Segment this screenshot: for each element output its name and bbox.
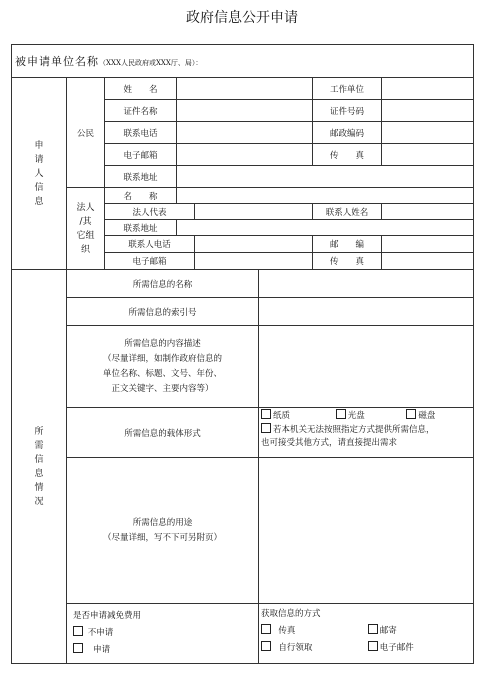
info-desc-label: 所需信息的内容描述 （尽量详细，如制作政府信息的 单位名称、标题、文号、年份、 正文关键字、主要内容等） (67, 326, 259, 408)
info-name-label: 所需信息的名称 (67, 270, 259, 298)
legal-rep-field[interactable] (195, 204, 313, 220)
citizen-id-type-label: 证件名称 (105, 100, 177, 122)
purpose-field[interactable] (259, 458, 474, 604)
legal-email-field[interactable] (195, 252, 312, 269)
checkbox-icon[interactable] (73, 643, 83, 653)
legal-address-field[interactable] (177, 220, 474, 236)
citizen-postcode-label: 邮政编码 (313, 122, 382, 144)
checkbox-icon[interactable] (368, 624, 378, 634)
agency-label: 被申请单位名称 (15, 55, 99, 68)
fee-option-yes[interactable]: 申请 (73, 642, 252, 659)
legal-contact-fields (195, 236, 313, 270)
citizen-email-label: 电子邮箱 (105, 144, 177, 166)
page-title: 政府信息公开申请 (186, 10, 298, 26)
checkbox-icon[interactable] (261, 409, 271, 419)
checkbox-icon[interactable] (368, 641, 378, 651)
citizen-work-unit-field[interactable] (382, 78, 474, 100)
legal-name-field[interactable] (177, 188, 474, 204)
checkbox-icon[interactable] (261, 423, 271, 433)
citizen-postcode-field[interactable] (382, 122, 474, 144)
delivery-option-fax[interactable]: 传真 (261, 623, 365, 640)
agency-hint: （XXX人民政府或XXX厅、局）： (99, 59, 203, 67)
info-section-label: 所 需 信 息 情 况 (12, 270, 67, 664)
citizen-id-number-label: 证件号码 (313, 100, 382, 122)
legal-post-fax-fields (382, 236, 474, 270)
checkbox-icon[interactable] (73, 626, 83, 636)
citizen-phone-field[interactable] (177, 122, 313, 144)
checkbox-icon[interactable] (261, 641, 271, 651)
checkbox-icon[interactable] (406, 409, 416, 419)
info-name-field[interactable] (259, 270, 474, 298)
carrier-label: 所需信息的载体形式 (67, 408, 259, 458)
citizen-id-number-field[interactable] (382, 100, 474, 122)
carrier-option-other[interactable]: 若本机关无法按照指定方式提供所需信息， 也可接受其他方式，请直接提出需求 (261, 425, 435, 448)
legal-contact-phone-label: 联系人电话 (105, 236, 194, 252)
legal-address-label: 联系地址 (105, 220, 177, 236)
delivery-option-pickup[interactable]: 自行领取 (261, 640, 365, 657)
agency-name-cell[interactable] (12, 45, 474, 78)
citizen-name-label: 姓 名 (105, 78, 177, 100)
citizen-address-field[interactable] (177, 166, 474, 188)
legal-contact-name-label: 联系人姓名 (313, 204, 382, 220)
info-desc-field[interactable] (259, 326, 474, 408)
citizen-id-type-field[interactable] (177, 100, 313, 122)
purpose-label: 所需信息的用途 （尽量详细，写不下可另附页） (67, 458, 259, 604)
info-index-label: 所需信息的索引号 (67, 298, 259, 326)
legal-post-field[interactable] (382, 236, 473, 252)
applicant-section-label: 申 请 人 信 息 (12, 78, 67, 270)
carrier-options (259, 408, 474, 458)
citizen-name-field[interactable] (177, 78, 313, 100)
legal-contact-phone-field[interactable] (195, 236, 312, 252)
delivery-label: 获取信息的方式 (261, 609, 321, 619)
fee-question: 是否申请减免费用 (73, 611, 142, 621)
legal-contact-name-field[interactable] (382, 204, 474, 220)
citizen-label: 公民 (67, 78, 105, 188)
legal-post-label: 邮 编 (313, 236, 381, 252)
legal-entity-label: 法人 /其 它组 织 (67, 188, 105, 270)
citizen-work-unit-label: 工作单位 (313, 78, 382, 100)
checkbox-icon[interactable] (261, 624, 271, 634)
carrier-option-disk[interactable]: 磁盘 (406, 409, 435, 423)
checkbox-icon[interactable] (336, 409, 346, 419)
legal-name-label: 名 称 (105, 188, 177, 204)
legal-fax-field[interactable] (382, 252, 473, 269)
delivery-option-mail[interactable]: 邮寄 (368, 623, 397, 640)
info-index-field[interactable] (259, 298, 474, 326)
legal-email-label: 电子邮箱 (132, 256, 167, 267)
application-form (11, 44, 474, 664)
delivery-option-email[interactable]: 电子邮件 (368, 640, 414, 657)
legal-fax-label: 传 真 (329, 256, 364, 267)
citizen-fax-field[interactable] (382, 144, 474, 166)
fee-cell (67, 604, 259, 664)
fee-option-no[interactable]: 不申请 (73, 625, 252, 642)
citizen-address-label: 联系地址 (105, 166, 177, 188)
carrier-option-cd[interactable]: 光盘 (336, 409, 404, 423)
legal-post-fax-labels (313, 236, 382, 270)
carrier-option-paper[interactable]: 纸质 (261, 409, 333, 423)
delivery-cell (259, 604, 474, 664)
citizen-phone-label: 联系电话 (105, 122, 177, 144)
citizen-fax-label: 传 真 (313, 144, 382, 166)
citizen-email-field[interactable] (177, 144, 313, 166)
legal-rep-label: 法人代表 (105, 204, 195, 220)
legal-contact-labels (105, 236, 195, 270)
